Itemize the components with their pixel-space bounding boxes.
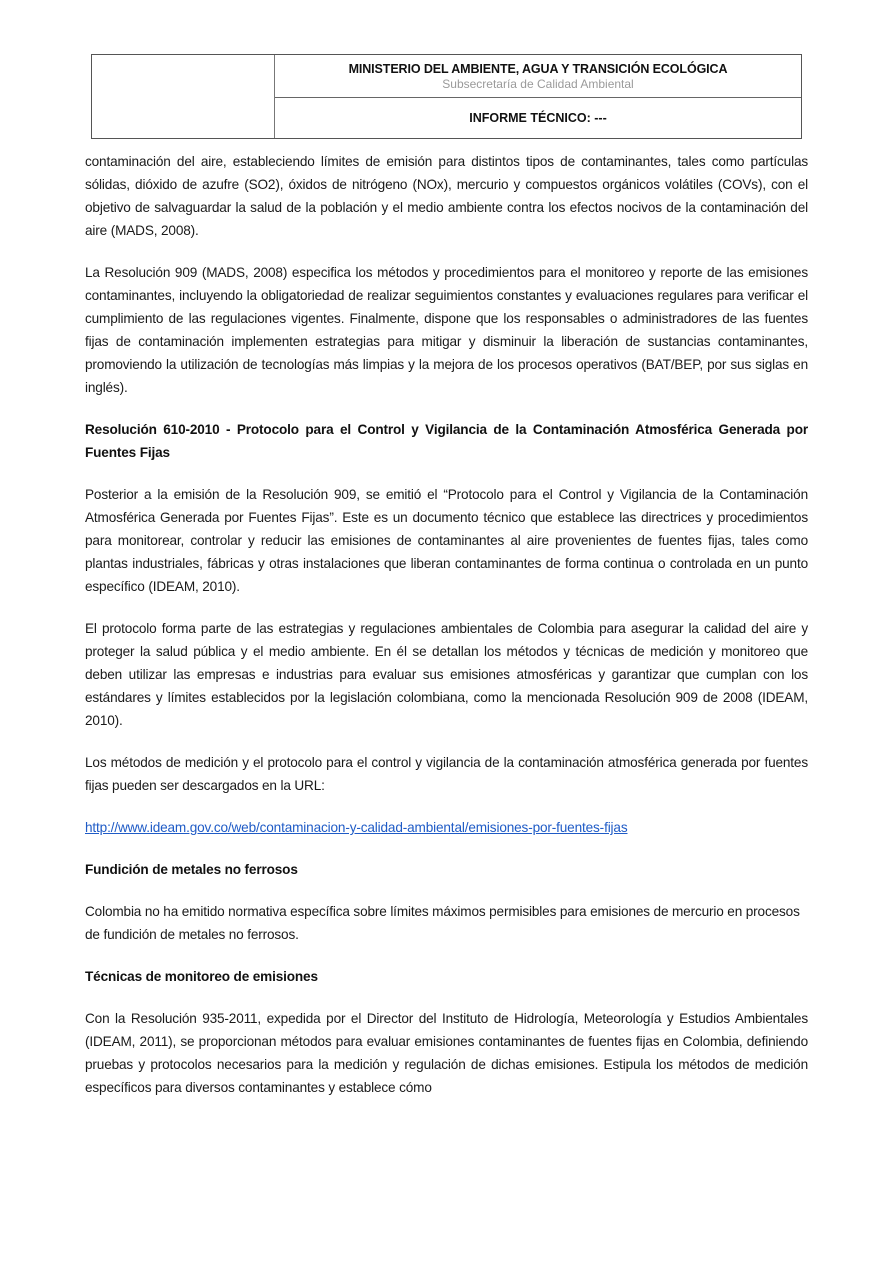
ideam-emissions-link[interactable]: http://www.ideam.gov.co/web/contaminacion-y-calidad-ambiental/emisiones-por-fuentes-fijas: [85, 820, 628, 835]
paragraph-protocol-intro: Posterior a la emisión de la Resolución 909, se emitió el “Protocolo para el Control y Vigilancia de la Contaminación Atmosférica Generada por Fuentes Fijas”. Este es un documento técnico que establece las directrices y procedimientos para monitorear, controlar y reducir las emisiones de contaminantes al aire provenientes de fuentes fijas, tales como plantas industriales, fábricas y otras instalaciones que liberan contaminantes de forma continua o controlada en un punto específico (IDEAM, 2010).: [85, 487, 808, 594]
paragraph-download-url-intro: Los métodos de medición y el protocolo para el control y vigilancia de la contaminación atmosférica generada por fuentes fijas pueden ser descargados en la URL:: [85, 755, 808, 793]
heading-monitoring-techniques: Técnicas de monitoreo de emisiones: [85, 969, 318, 984]
header-info: [275, 55, 801, 138]
heading-resolution-610: Resolución 610-2010 - Protocolo para el Control y Vigilancia de la Contaminación Atmosférica Generada por Fuentes Fijas: [85, 422, 808, 460]
report-title: INFORME TÉCNICO: ---: [469, 111, 607, 125]
header-ministry-cell: [275, 55, 801, 98]
paragraph-air-contamination-limits: contaminación del aire, estableciendo límites de emisión para distintos tipos de contaminantes, tales como partículas sólidas, dióxido de azufre (SO2), óxidos de nitrógeno (NOx), mercurio y compuestos orgánicos volátiles (COVs), con el objetivo de salvaguardar la salud de la población y el medio ambiente contra los efectos nocivos de la contaminación del aire (MADS, 2008).: [85, 154, 808, 238]
paragraph-resolution-935: Con la Resolución 935-2011, expedida por el Director del Instituto de Hidrología, Meteorología y Estudios Ambientales (IDEAM, 2011), se proporcionan métodos para evaluar emisiones contaminantes de fuentes fijas en Colombia, definiendo pruebas y protocolos necesarios para la medición y regulación de dichas emisiones. Estipula los métodos de medición específicos para diversos contaminantes y establece cómo: [85, 1011, 808, 1095]
ministry-name: MINISTERIO DEL AMBIENTE, AGUA Y TRANSICIÓN ECOLÓGICA: [348, 62, 728, 76]
subsecretaria-name: Subsecretaría de Calidad Ambiental: [442, 77, 634, 91]
paragraph-protocol-details: El protocolo forma parte de las estrategias y regulaciones ambientales de Colombia para asegurar la calidad del aire y proteger la salud pública y el medio ambiente. En él se detallan los métodos y técnicas de medición y monitoreo que deben utilizar las empresas e industrias para evaluar sus emisiones atmosféricas y garantizar que cumplan con los estándares y límites establecidos por la legislación colombiana, como la mencionada Resolución 909 de 2008 (IDEAM, 2010).: [85, 621, 808, 728]
document-body: [85, 150, 808, 1118]
paragraph-resolution-909: La Resolución 909 (MADS, 2008) especifica los métodos y procedimientos para el monitoreo y reporte de las emisiones contaminantes, incluyendo la obligatoriedad de realizar seguimientos constantes y evaluaciones regulares para verificar el cumplimiento de las regulaciones vigentes. Finalmente, dispone que los responsables o administradores de las fuentes fijas de contaminación implementen estrategias para mitigar y disminuir la liberación de sustancias contaminantes, promoviendo la utilización de tecnologías más limpias y la mejora de los procesos operativos (BAT/BEP, por sus siglas en inglés).: [85, 265, 808, 395]
document-header-table: [91, 54, 802, 139]
header-logo-cell: [92, 55, 275, 138]
heading-non-ferrous-smelting: Fundición de metales no ferrosos: [85, 862, 298, 877]
paragraph-non-ferrous-regulation: Colombia no ha emitido normativa específica sobre límites máximos permisibles para emisiones de mercurio en procesos de fundición de metales no ferrosos.: [85, 904, 800, 942]
header-report-cell: [275, 98, 801, 138]
url-paragraph: [85, 816, 808, 839]
